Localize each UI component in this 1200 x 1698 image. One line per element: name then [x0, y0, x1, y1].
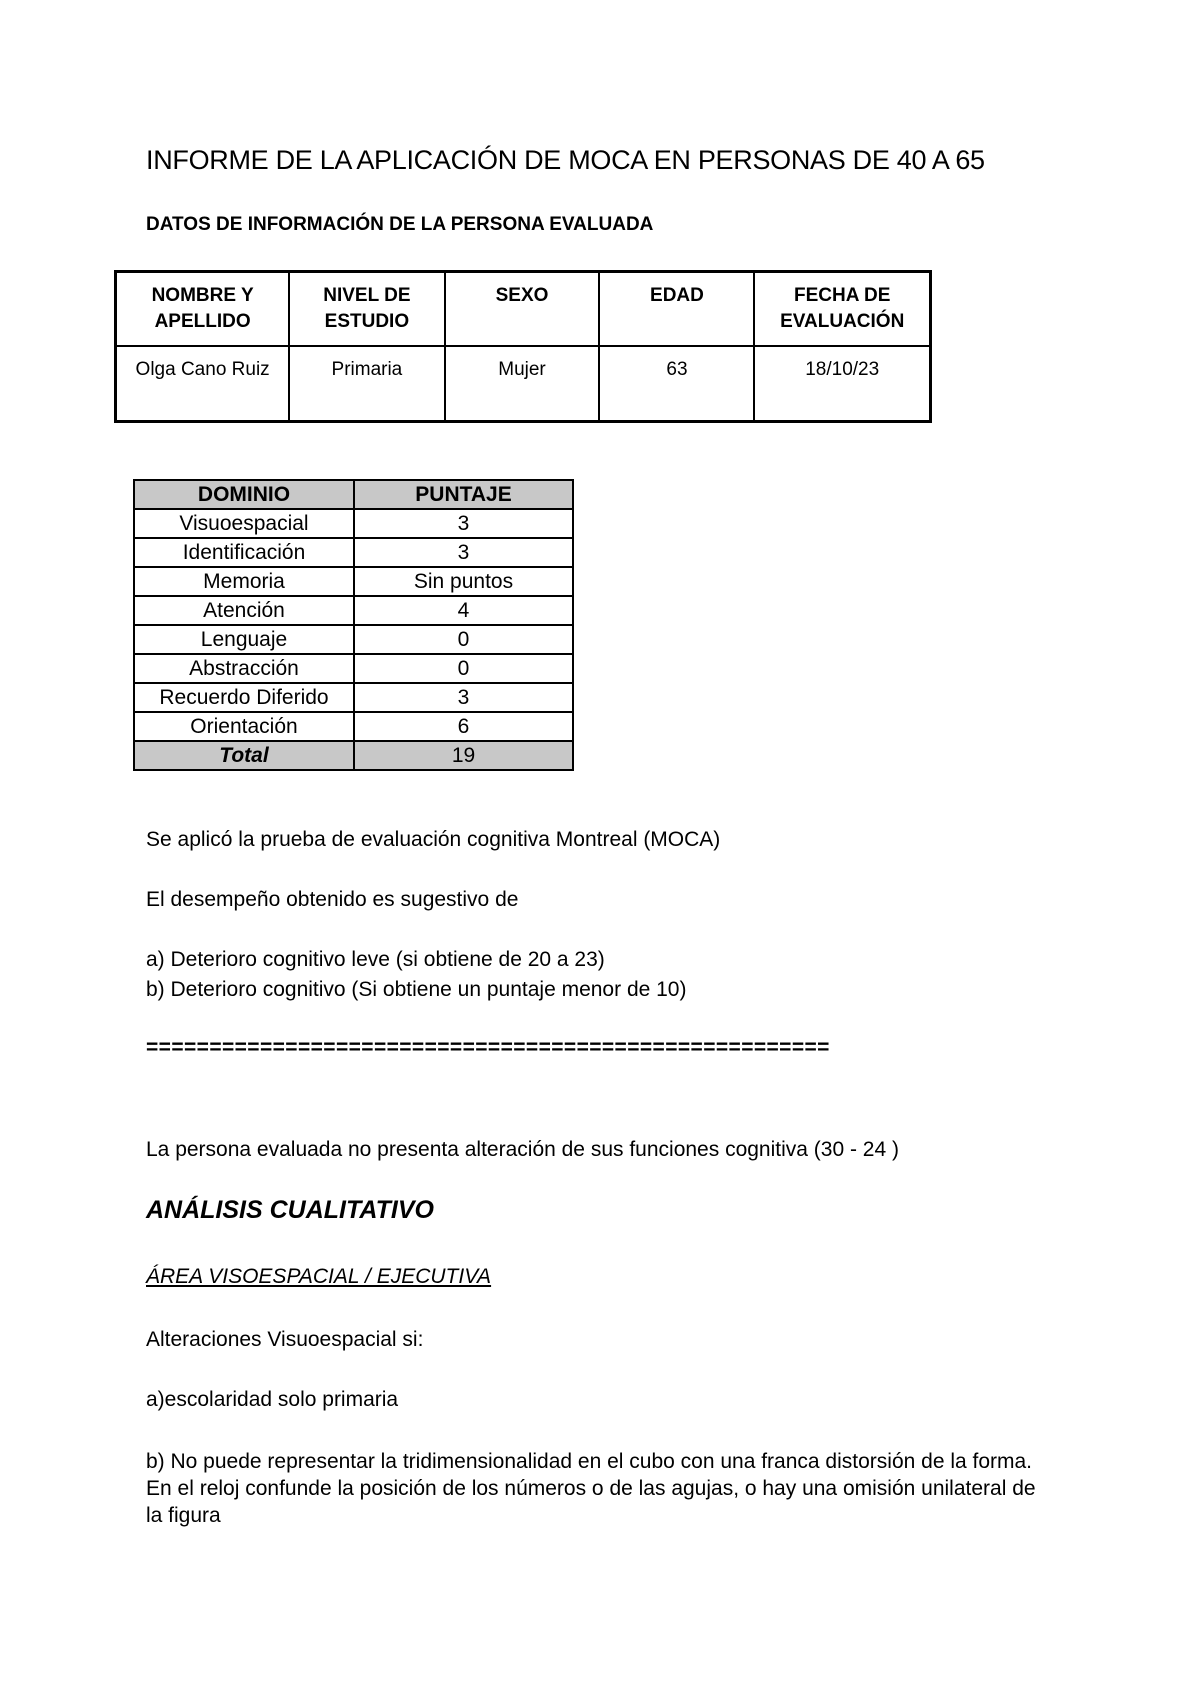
table-row [134, 683, 573, 712]
header-education: NIVEL DE ESTUDIO [289, 272, 444, 347]
person-info-table [114, 270, 932, 423]
score-cell: 3 [354, 509, 573, 538]
score-cell: 4 [354, 596, 573, 625]
header-name: NOMBRE Y APELLIDO [116, 272, 290, 347]
section-subtitle: DATOS DE INFORMACIÓN DE LA PERSONA EVALUADA [146, 214, 654, 235]
score-cell: 0 [354, 625, 573, 654]
conclusion-text: La persona evaluada no presenta alteración de sus funciones cognitiva (30 - 24 ) [146, 1138, 899, 1161]
table-row [134, 654, 573, 683]
domain-cell: Identificación [134, 538, 354, 567]
separator-line: ====================================================== [146, 1036, 830, 1059]
header-date: FECHA DE EVALUACIÓN [754, 272, 930, 347]
performance-text: El desempeño obtenido es sugestivo de [146, 888, 519, 911]
cell-name: Olga Cano Ruiz [116, 346, 290, 422]
cell-age: 63 [599, 346, 754, 422]
report-title: INFORME DE LA APLICACIÓN DE MOCA EN PERSONAS DE 40 A 65 [146, 145, 985, 175]
item-a-text: a)escolaridad solo primaria [146, 1388, 399, 1411]
test-applied-text: Se aplicó la prueba de evaluación cognitiva Montreal (MOCA) [146, 828, 721, 851]
info-data-row [116, 346, 931, 422]
table-row [134, 567, 573, 596]
table-row [134, 596, 573, 625]
cell-date: 18/10/23 [754, 346, 930, 422]
domain-cell: Recuerdo Diferido [134, 683, 354, 712]
domain-cell: Visuoespacial [134, 509, 354, 538]
domain-scores-table [133, 479, 574, 771]
header-sex: SEXO [445, 272, 600, 347]
domain-cell: Abstracción [134, 654, 354, 683]
domain-cell: Orientación [134, 712, 354, 741]
table-row [134, 538, 573, 567]
total-row [134, 741, 573, 770]
info-header-row [116, 272, 931, 347]
score-cell: 0 [354, 654, 573, 683]
table-row [134, 509, 573, 538]
header-domain: DOMINIO [134, 480, 354, 509]
scores-header-row [134, 480, 573, 509]
domain-cell: Memoria [134, 567, 354, 596]
header-score: PUNTAJE [354, 480, 573, 509]
table-row [134, 625, 573, 654]
area-title: ÁREA VISOESPACIAL / EJECUTIVA [146, 1265, 492, 1288]
score-cell: 3 [354, 683, 573, 712]
score-cell: 6 [354, 712, 573, 741]
domain-cell: Lenguaje [134, 625, 354, 654]
score-cell: Sin puntos [354, 567, 573, 596]
total-label: Total [134, 741, 354, 770]
table-row [134, 712, 573, 741]
cell-sex: Mujer [445, 346, 600, 422]
option-a-text: a) Deterioro cognitivo leve (si obtiene de 20 a 23) [146, 948, 605, 971]
domain-cell: Atención [134, 596, 354, 625]
header-age: EDAD [599, 272, 754, 347]
analysis-heading: ANÁLISIS CUALITATIVO [146, 1196, 434, 1224]
score-cell: 3 [354, 538, 573, 567]
total-score: 19 [354, 741, 573, 770]
option-b-text: b) Deterioro cognitivo (Si obtiene un puntaje menor de 10) [146, 978, 687, 1001]
cell-education: Primaria [289, 346, 444, 422]
alterations-intro: Alteraciones Visuoespacial si: [146, 1328, 424, 1351]
item-b-text: b) No puede representar la tridimensionalidad en el cubo con una franca distorsión de la forma. En el reloj confunde la posición de los números o de las agujas, o hay una omisión unilateral de la figura [146, 1450, 1036, 1527]
